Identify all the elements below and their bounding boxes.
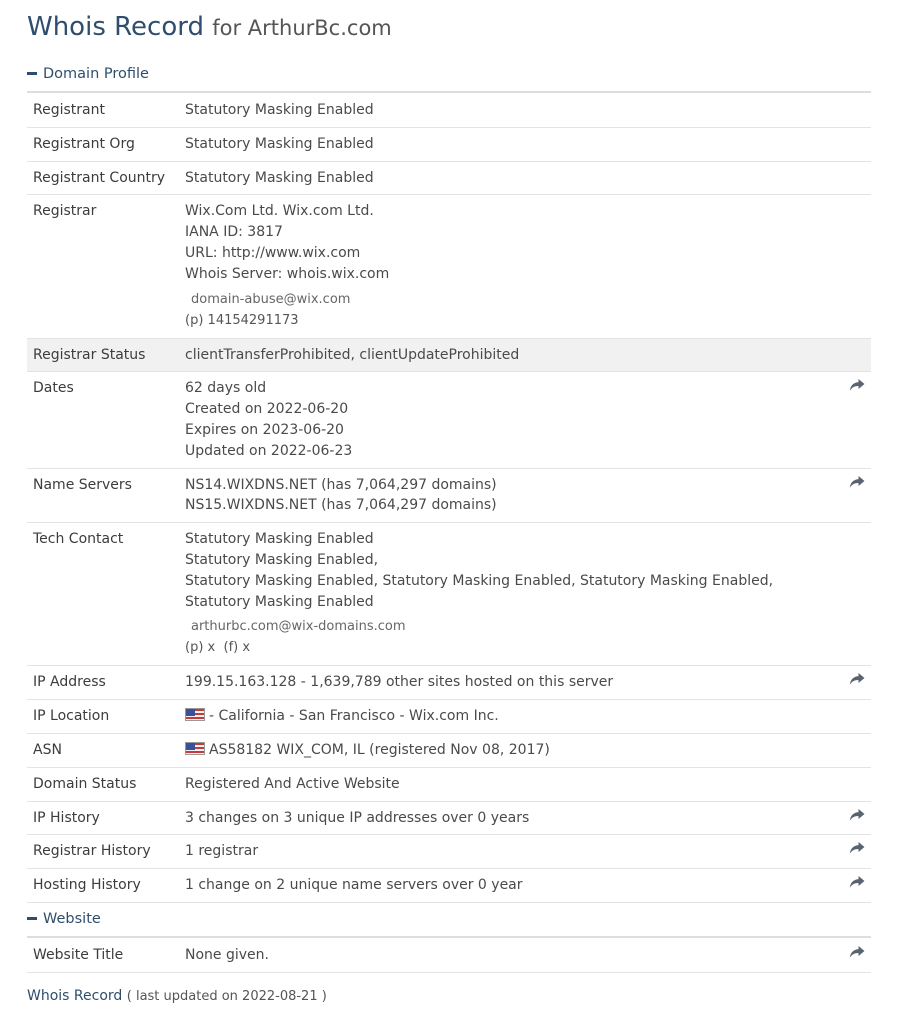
page-title-main: Whois Record: [27, 12, 204, 42]
asn-value: [185, 733, 835, 767]
us-flag-icon: [185, 742, 205, 755]
row-value: None given.: [185, 939, 835, 972]
share-arrow-icon[interactable]: [849, 808, 865, 822]
tech-contact-line: Statutory Masking Enabled,: [185, 551, 379, 568]
asn-text: AS58182 WIX_COM, IL (registered Nov 08, 2017): [209, 741, 550, 758]
table-row: [27, 733, 871, 767]
registrar-iana: IANA ID: 3817: [185, 224, 283, 241]
table-row: [27, 835, 871, 869]
footer: [27, 988, 327, 1004]
table-row: [27, 869, 871, 903]
table-row: [27, 801, 871, 835]
updated-date: Updated on 2022-06-23: [185, 442, 353, 459]
share-arrow-icon[interactable]: [849, 378, 865, 392]
table-row: [27, 666, 871, 700]
us-flag-icon: [185, 708, 205, 721]
minus-icon[interactable]: [27, 72, 37, 75]
row-label: IP Address: [27, 666, 185, 700]
website-table: [27, 939, 871, 973]
row-label: Registrant Org: [27, 127, 185, 161]
page-title-domain: for ArthurBc.com: [212, 16, 392, 40]
row-value: Statutory Masking Enabled: [185, 127, 835, 161]
row-value: Registered And Active Website: [185, 767, 835, 801]
name-server: NS14.WIXDNS.NET (has 7,064,297 domains): [185, 476, 497, 493]
table-row: [27, 338, 871, 372]
domain-profile-label: Domain Profile: [43, 66, 149, 82]
row-label: Registrar: [27, 195, 185, 338]
row-value: clientTransferProhibited, clientUpdateProhibited: [185, 338, 835, 372]
row-value: 199.15.163.128 - 1,639,789 other sites hosted on this server: [185, 666, 835, 700]
domain-age: 62 days old: [185, 380, 267, 397]
minus-icon[interactable]: [27, 917, 37, 920]
domain-profile-header[interactable]: [27, 66, 871, 93]
ip-location-text: - California - San Francisco - Wix.com Inc.: [209, 708, 499, 725]
page-title: [27, 12, 392, 42]
table-row: [27, 372, 871, 468]
row-label: IP Location: [27, 700, 185, 734]
row-label: Hosting History: [27, 869, 185, 903]
row-label: Name Servers: [27, 468, 185, 523]
created-date: Created on 2022-06-20: [185, 401, 349, 418]
footer-whois-link[interactable]: Whois Record: [27, 988, 123, 1004]
row-value: Statutory Masking Enabled: [185, 94, 835, 127]
row-value: 3 changes on 3 unique IP addresses over 0 years: [185, 801, 835, 835]
row-label: Registrant Country: [27, 161, 185, 195]
tech-contact-line: Statutory Masking Enabled, Statutory Masking Enabled, Statutory Masking Enabled, Statutory Masking Enabled: [185, 572, 774, 610]
dates-value: [185, 372, 835, 468]
share-arrow-icon[interactable]: [849, 945, 865, 959]
registrar-url: URL: http://www.wix.com: [185, 244, 361, 261]
last-updated-note: ( last updated on 2022-08-21 ): [126, 989, 327, 1004]
registrar-whois-server: Whois Server: whois.wix.com: [185, 265, 390, 282]
share-arrow-icon[interactable]: [849, 875, 865, 889]
row-value: 1 registrar: [185, 835, 835, 869]
registrar-value: [185, 195, 835, 338]
table-row: [27, 700, 871, 734]
registrar-email: domain-abuse@wix.com: [191, 291, 351, 307]
name-server: NS15.WIXDNS.NET (has 7,064,297 domains): [185, 497, 497, 514]
table-row: [27, 523, 871, 666]
ip-location-value: [185, 700, 835, 734]
table-row: [27, 161, 871, 195]
row-label: IP History: [27, 801, 185, 835]
tech-contact-email: arthurbc.com@wix-domains.com: [191, 619, 406, 635]
share-arrow-icon[interactable]: [849, 672, 865, 686]
name-servers-value: [185, 468, 835, 523]
domain-profile-table: [27, 94, 871, 903]
registrar-phone: (p) 14154291173: [185, 312, 299, 328]
table-row: [27, 94, 871, 127]
registrar-name: Wix.Com Ltd. Wix.com Ltd.: [185, 203, 374, 220]
row-value: Statutory Masking Enabled: [185, 161, 835, 195]
share-arrow-icon[interactable]: [849, 841, 865, 855]
tech-contact-line: Statutory Masking Enabled: [185, 531, 374, 548]
tech-contact-phone: (p) x (f) x: [185, 640, 251, 656]
tech-contact-value: [185, 523, 835, 666]
row-label: Domain Status: [27, 767, 185, 801]
row-label: Registrar Status: [27, 338, 185, 372]
expires-date: Expires on 2023-06-20: [185, 421, 344, 438]
table-row: [27, 195, 871, 338]
table-row: [27, 767, 871, 801]
website-label: Website: [43, 911, 101, 927]
website-header[interactable]: [27, 911, 871, 938]
table-row: [27, 127, 871, 161]
row-label: Tech Contact: [27, 523, 185, 666]
row-label: ASN: [27, 733, 185, 767]
row-label: Registrant: [27, 94, 185, 127]
row-value: 1 change on 2 unique name servers over 0 year: [185, 869, 835, 903]
table-row: [27, 939, 871, 972]
table-row: [27, 468, 871, 523]
row-label: Website Title: [27, 939, 185, 972]
row-label: Registrar History: [27, 835, 185, 869]
row-label: Dates: [27, 372, 185, 468]
share-arrow-icon[interactable]: [849, 475, 865, 489]
